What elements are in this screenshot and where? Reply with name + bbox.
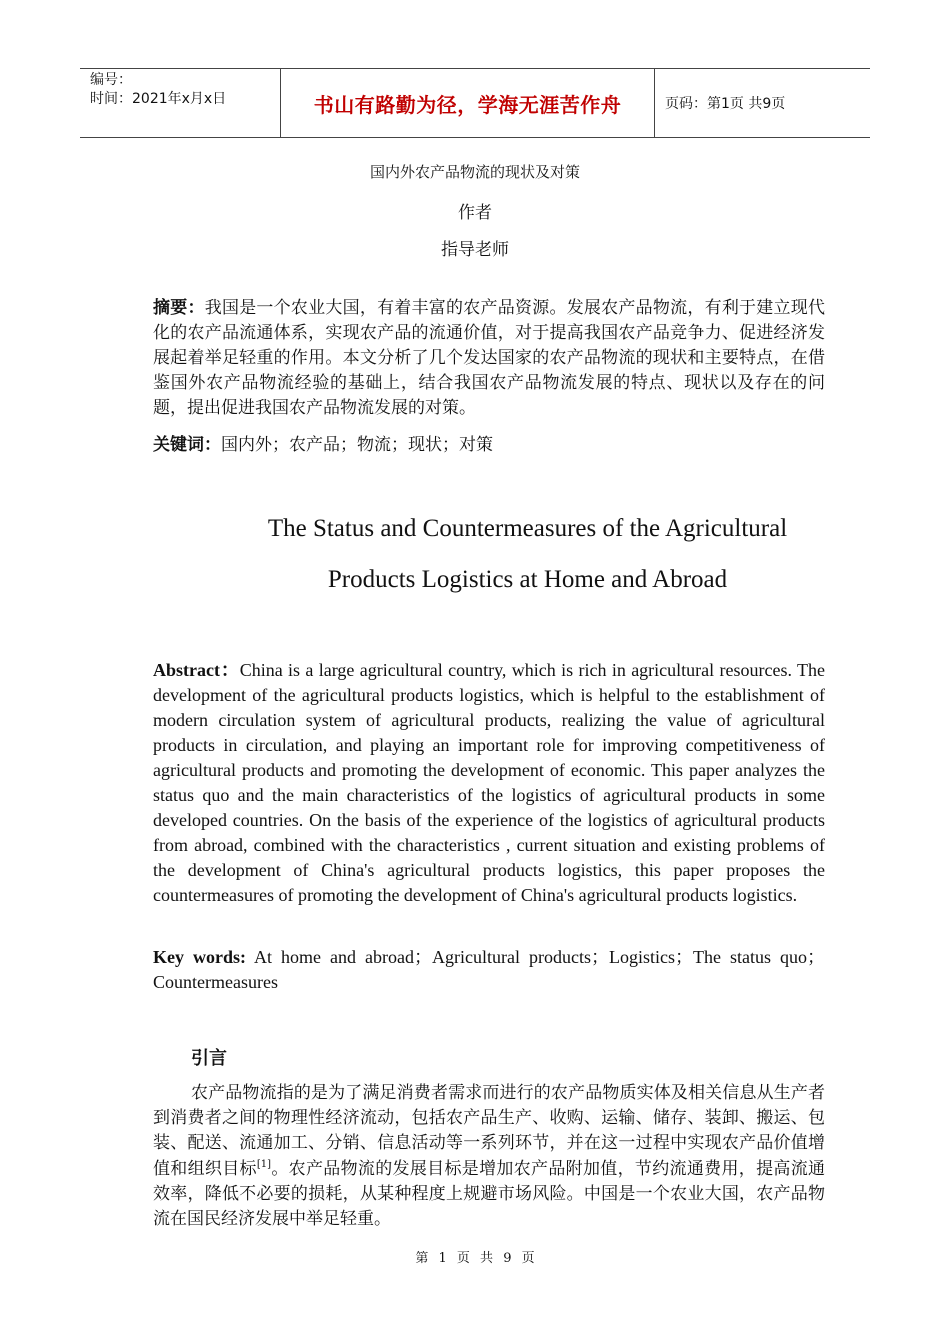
header-meta bbox=[80, 69, 281, 137]
abstract-en bbox=[153, 658, 825, 908]
paper-title-en-line1: The Status and Countermeasures of the Agricultural bbox=[267, 515, 788, 542]
keywords-zh-text: 国内外；农产品；物流；现状；对策 bbox=[221, 435, 493, 455]
paper-title-en-line2: Products Logistics at Home and Abroad bbox=[327, 566, 728, 593]
page-header bbox=[80, 68, 870, 138]
keywords-en-label: Key words: bbox=[153, 947, 246, 967]
abstract-zh-label: 摘要： bbox=[153, 298, 205, 318]
document-date: 时间：2021年x月x日 bbox=[90, 91, 227, 107]
advisor-line: 指导老师 bbox=[441, 240, 509, 260]
abstract-en-label: Abstract： bbox=[153, 660, 240, 680]
keywords-en-text: At home and abroad；Agricultural products；Logistics；The status quo；Countermeasures bbox=[153, 947, 825, 992]
intro-text-part1: 农产品物流指的是为了满足消费者需求而进行的农产品物质实体及相关信息从生产者到消费者之间的物理性经济流动，包括农产品生产、收购、运输、储存、装卸、搬运、包装、配送、流通加工、分销、信息活动等一系列环节，并在这一过程中实现农产品价值增值和组织目标 bbox=[153, 1083, 825, 1179]
citation-ref[interactable]: [1] bbox=[256, 1158, 272, 1170]
abstract-zh-text: 我国是一个农业大国，有着丰富的农产品资源。发展农产品物流，有利于建立现代化的农产品流通体系，实现农产品的流通价值，对于提高我国农产品竞争力、促进经济发展起着举足轻重的作用。本文分析了几个发达国家的农产品物流的现状和主要特点，在借鉴国外农产品物流经验的基础上，结合我国农产品物流发展的特点、现状以及存在的问题，提出促进我国农产品物流发展的对策。 bbox=[153, 298, 826, 418]
document-number: 编号： bbox=[90, 72, 132, 88]
abstract-en-text: China is a large agricultural country, which is rich in agricultural resources. The development of the agricultural products logistics, which is helpful to the establishment of modern circulation system of agricultural products, realizing the value of agricultural products in circulation, and playing an important role for improving competitiveness of agricultural products and promoting the development of economic. This paper analyzes the status quo and the main characteristics of the logistics of agricultural products in some developed countries. On the basis of the experience of the logistics of agricultural products from abroad, combined with the characteristics , current situation and existing problems of the development of China's agricultural products logistics, this paper proposes the countermeasures of promoting the development of China's agricultural products logistics. bbox=[153, 660, 825, 905]
paper-title-zh: 国内外农产品物流的现状及对策 bbox=[369, 163, 580, 181]
header-motto: 书山有路勤为径，学海无涯苦作舟 bbox=[281, 69, 655, 137]
page-footer: 第 1 页 共 9 页 bbox=[415, 1251, 535, 1266]
intro-text-part2: 。农产品物流的发展目标是增加农产品附加值，节约流通费用，提高流通效率，降低不必要的损耗，从某种程度上规避市场风险。中国是一个农业大国，农产品物流在国民经济发展中举足轻重。 bbox=[153, 1158, 826, 1230]
keywords-zh bbox=[153, 433, 825, 458]
header-page-info: 页码：第1页 共9页 bbox=[665, 96, 786, 112]
keywords-en bbox=[153, 945, 825, 995]
intro-paragraph bbox=[153, 1081, 825, 1232]
keywords-zh-label: 关键词： bbox=[153, 435, 221, 455]
author-line: 作者 bbox=[458, 203, 492, 223]
intro-heading: 引言 bbox=[191, 1048, 227, 1069]
abstract-zh bbox=[153, 296, 825, 421]
